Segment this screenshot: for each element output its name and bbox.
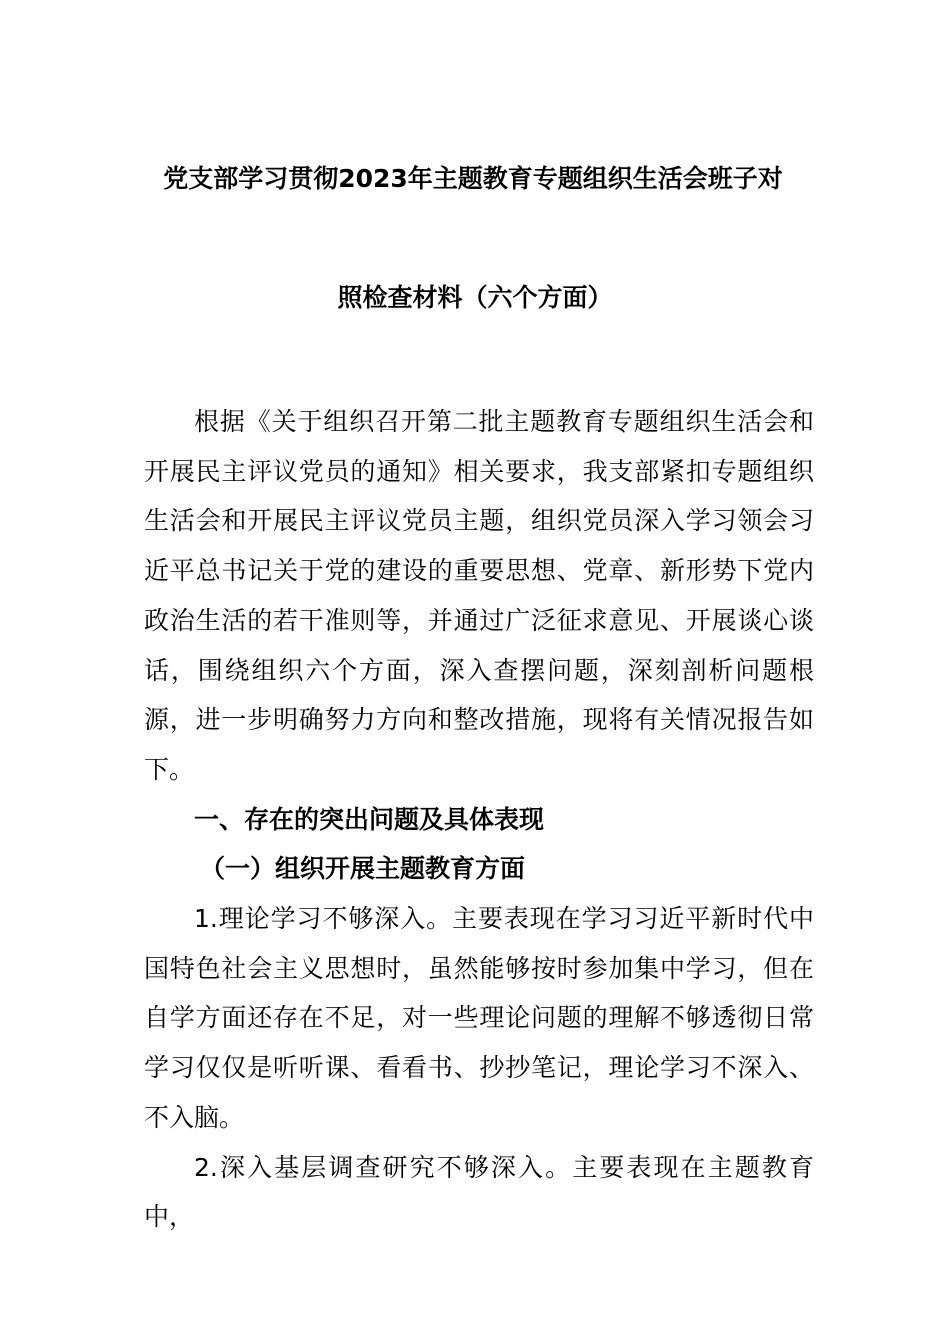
section-heading-1: 一、存在的突出问题及具体表现 [194,804,545,834]
subsection-heading-1: （一）组织开展主题教育方面 [200,854,526,884]
document-body [144,397,814,1242]
intro-paragraph: 根据《关于组织召开第二批主题教育专题组织生活会和开展民主评议党员的通知》相关要求，我支部紧扣专题组织生活会和开展民主评议党员主题，组织党员深入学习领会习近平总书记关于党的建设的重要思想、党章、新形势下党内政治生活的若干准则等，并通过广泛征求意见、开展谈心谈话，围绕组织六个方面，深入查摆问题，深刻剖析问题根源，进一步明确努力方向和整改措施，现将有关情况报告如下。 [144,407,814,784]
point-1-paragraph: 1.理论学习不够深入。主要表现在学习习近平新时代中国特色社会主义思想时，虽然能够按时参加集中学习，但在自学方面还存在不足，对一些理论问题的理解不够透彻日常学习仅仅是听听课、看看书、抄抄笔记，理论学习不深入、不入脑。 [144,904,814,1132]
document-title-line-1: 党支部学习贯彻2023年主题教育专题组织生活会班子对 [163,164,783,193]
point-2-paragraph: 2.深入基层调查研究不够深入。主要表现在主题教育中， [144,1152,814,1232]
document-title-line-2: 照检查材料（六个方面） [337,283,613,312]
